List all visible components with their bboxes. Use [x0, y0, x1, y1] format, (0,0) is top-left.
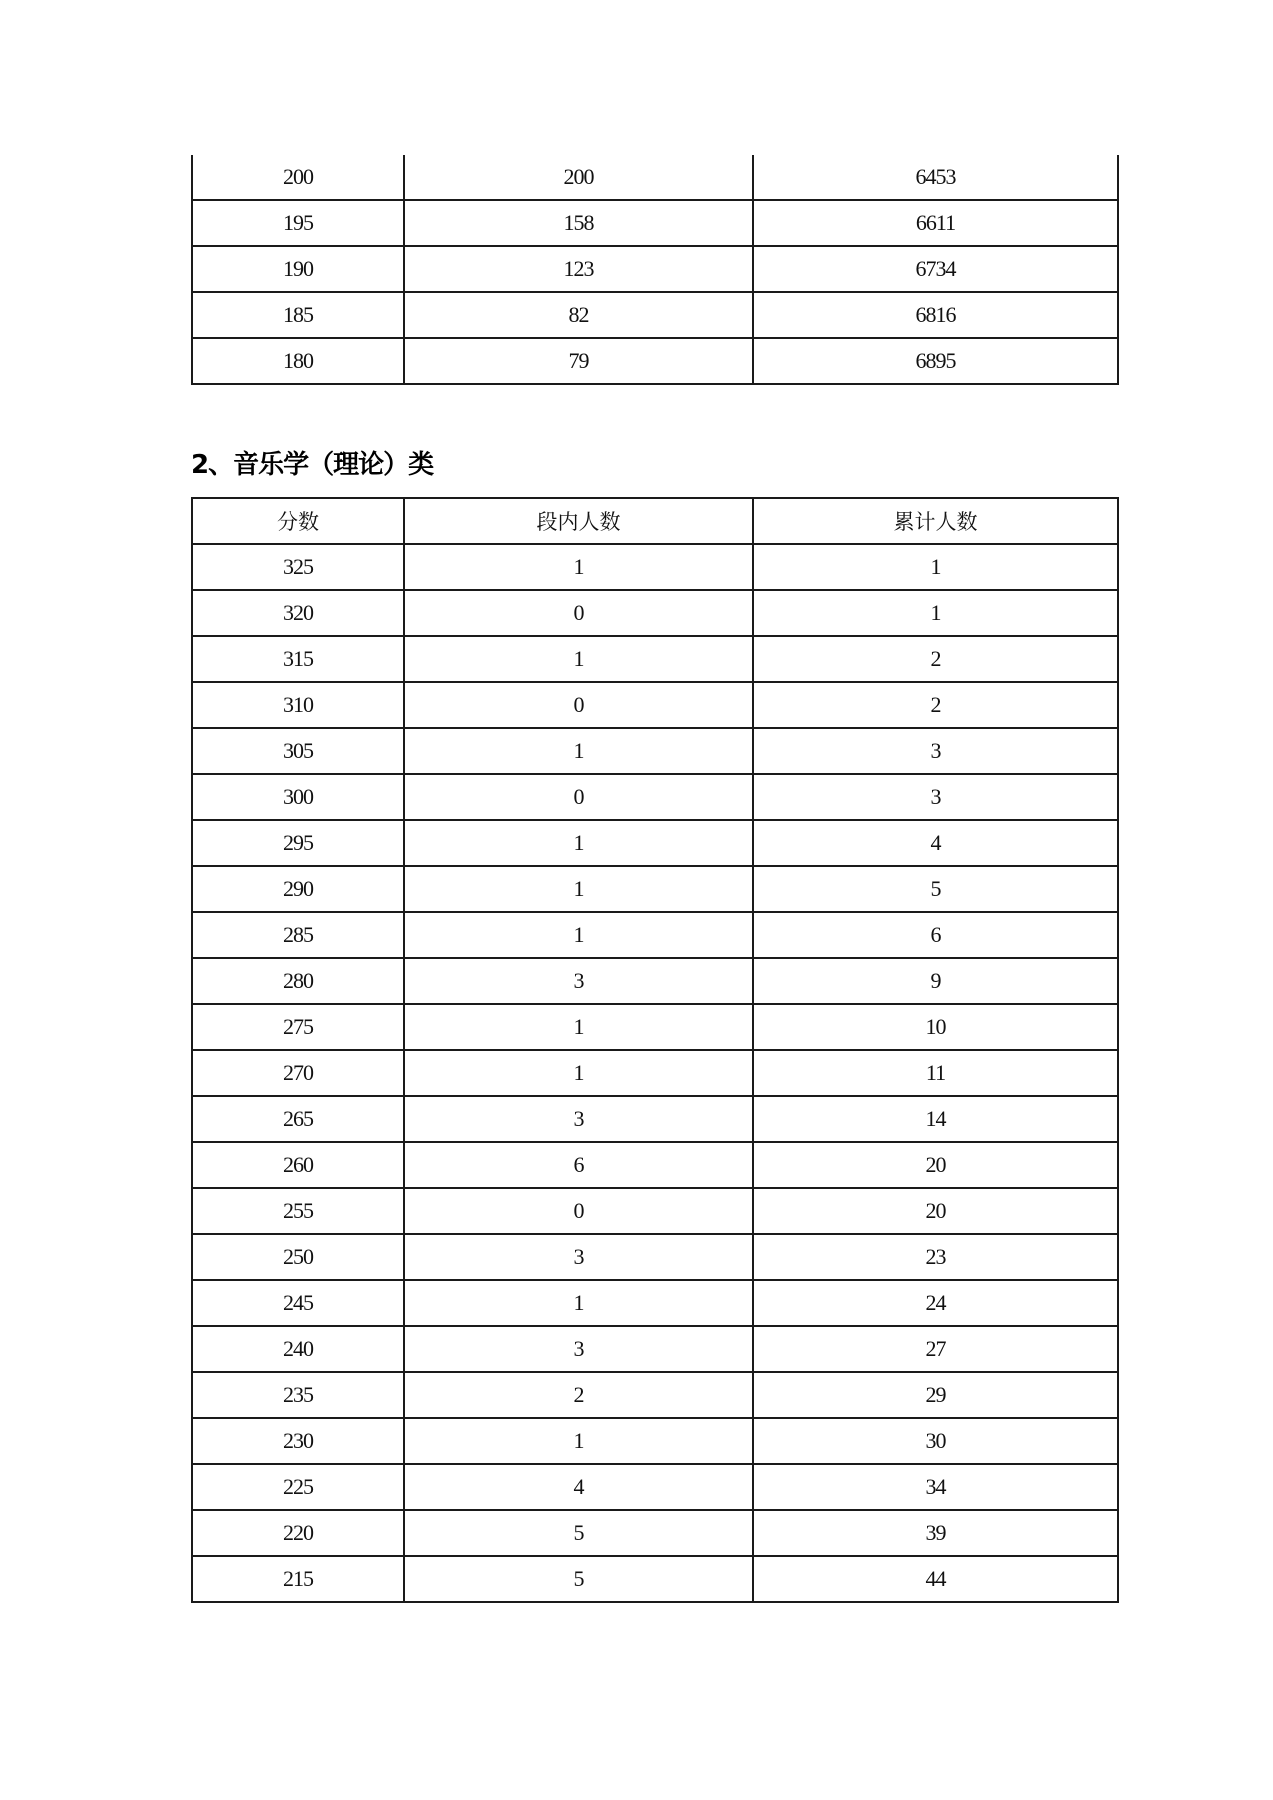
- table-row: [192, 155, 1118, 200]
- cell-score: 185: [192, 292, 404, 338]
- cell-cumulative-count: 2: [753, 682, 1118, 728]
- continued-table-body: [192, 155, 1118, 384]
- table-row: [192, 1464, 1118, 1510]
- cell-cumulative-count: 20: [753, 1188, 1118, 1234]
- table-row: [192, 958, 1118, 1004]
- table-row: [192, 774, 1118, 820]
- cell-segment-count: 1: [404, 820, 753, 866]
- cell-cumulative-count: 4: [753, 820, 1118, 866]
- cell-segment-count: 3: [404, 1234, 753, 1280]
- table-row: [192, 912, 1118, 958]
- music-theory-table-body: [192, 544, 1118, 1602]
- cell-cumulative-count: 39: [753, 1510, 1118, 1556]
- cell-score: 325: [192, 544, 404, 590]
- cell-score: 245: [192, 1280, 404, 1326]
- cell-score: 220: [192, 1510, 404, 1556]
- table-row: [192, 338, 1118, 384]
- cell-score: 275: [192, 1004, 404, 1050]
- table-row: [192, 544, 1118, 590]
- table-row: [192, 1510, 1118, 1556]
- cell-cumulative-count: 6816: [753, 292, 1118, 338]
- cell-score: 225: [192, 1464, 404, 1510]
- cell-cumulative-count: 3: [753, 728, 1118, 774]
- cell-score: 180: [192, 338, 404, 384]
- cell-cumulative-count: 6611: [753, 200, 1118, 246]
- cell-segment-count: 4: [404, 1464, 753, 1510]
- cell-segment-count: 1: [404, 866, 753, 912]
- cell-cumulative-count: 1: [753, 590, 1118, 636]
- table-row: [192, 1326, 1118, 1372]
- cell-cumulative-count: 6895: [753, 338, 1118, 384]
- table-row: [192, 1280, 1118, 1326]
- table-row: [192, 1096, 1118, 1142]
- cell-score: 270: [192, 1050, 404, 1096]
- cell-segment-count: 200: [404, 155, 753, 200]
- cell-score: 260: [192, 1142, 404, 1188]
- table-row: [192, 1418, 1118, 1464]
- cell-segment-count: 1: [404, 636, 753, 682]
- cell-cumulative-count: 3: [753, 774, 1118, 820]
- cell-cumulative-count: 34: [753, 1464, 1118, 1510]
- table-row: [192, 246, 1118, 292]
- cell-segment-count: 0: [404, 774, 753, 820]
- cell-segment-count: 1: [404, 912, 753, 958]
- continued-score-table: [191, 155, 1119, 385]
- cell-score: 300: [192, 774, 404, 820]
- cell-segment-count: 82: [404, 292, 753, 338]
- cell-cumulative-count: 2: [753, 636, 1118, 682]
- cell-score: 240: [192, 1326, 404, 1372]
- cell-cumulative-count: 24: [753, 1280, 1118, 1326]
- cell-score: 190: [192, 246, 404, 292]
- cell-segment-count: 6: [404, 1142, 753, 1188]
- cell-score: 265: [192, 1096, 404, 1142]
- cell-segment-count: 123: [404, 246, 753, 292]
- cell-score: 290: [192, 866, 404, 912]
- cell-score: 255: [192, 1188, 404, 1234]
- cell-cumulative-count: 20: [753, 1142, 1118, 1188]
- cell-score: 305: [192, 728, 404, 774]
- cell-score: 285: [192, 912, 404, 958]
- table-row: [192, 866, 1118, 912]
- table-row: [192, 1234, 1118, 1280]
- cell-score: 320: [192, 590, 404, 636]
- cell-score: 200: [192, 155, 404, 200]
- table-row: [192, 682, 1118, 728]
- cell-score: 215: [192, 1556, 404, 1602]
- cell-segment-count: 1: [404, 1004, 753, 1050]
- cell-segment-count: 3: [404, 958, 753, 1004]
- table-row: [192, 636, 1118, 682]
- table-row: [192, 1372, 1118, 1418]
- cell-cumulative-count: 11: [753, 1050, 1118, 1096]
- cell-segment-count: 3: [404, 1326, 753, 1372]
- table-row: [192, 1188, 1118, 1234]
- cell-cumulative-count: 6453: [753, 155, 1118, 200]
- cell-score: 295: [192, 820, 404, 866]
- table-row: [192, 292, 1118, 338]
- column-header-score: 分数: [192, 498, 404, 544]
- cell-cumulative-count: 10: [753, 1004, 1118, 1050]
- cell-segment-count: 2: [404, 1372, 753, 1418]
- table-row: [192, 820, 1118, 866]
- cell-segment-count: 1: [404, 1418, 753, 1464]
- music-theory-score-table: [191, 497, 1119, 1603]
- cell-cumulative-count: 30: [753, 1418, 1118, 1464]
- cell-cumulative-count: 29: [753, 1372, 1118, 1418]
- cell-score: 230: [192, 1418, 404, 1464]
- cell-cumulative-count: 27: [753, 1326, 1118, 1372]
- cell-score: 280: [192, 958, 404, 1004]
- cell-score: 195: [192, 200, 404, 246]
- section-heading: 2、音乐学（理论）类: [191, 450, 434, 480]
- cell-cumulative-count: 14: [753, 1096, 1118, 1142]
- cell-segment-count: 1: [404, 1280, 753, 1326]
- cell-score: 250: [192, 1234, 404, 1280]
- cell-cumulative-count: 23: [753, 1234, 1118, 1280]
- cell-score: 315: [192, 636, 404, 682]
- cell-segment-count: 3: [404, 1096, 753, 1142]
- cell-segment-count: 0: [404, 1188, 753, 1234]
- cell-cumulative-count: 9: [753, 958, 1118, 1004]
- cell-segment-count: 158: [404, 200, 753, 246]
- table-row: [192, 590, 1118, 636]
- table-row: [192, 1050, 1118, 1096]
- cell-cumulative-count: 1: [753, 544, 1118, 590]
- cell-segment-count: 1: [404, 544, 753, 590]
- cell-segment-count: 5: [404, 1510, 753, 1556]
- cell-cumulative-count: 6734: [753, 246, 1118, 292]
- cell-segment-count: 5: [404, 1556, 753, 1602]
- cell-score: 310: [192, 682, 404, 728]
- cell-segment-count: 1: [404, 1050, 753, 1096]
- table-header-row: [192, 498, 1118, 544]
- table-row: [192, 1142, 1118, 1188]
- cell-score: 235: [192, 1372, 404, 1418]
- cell-segment-count: 1: [404, 728, 753, 774]
- column-header-cumulative-count: 累计人数: [753, 498, 1118, 544]
- table-row: [192, 1004, 1118, 1050]
- column-header-segment-count: 段内人数: [404, 498, 753, 544]
- cell-segment-count: 79: [404, 338, 753, 384]
- cell-segment-count: 0: [404, 682, 753, 728]
- cell-cumulative-count: 5: [753, 866, 1118, 912]
- table-row: [192, 200, 1118, 246]
- cell-segment-count: 0: [404, 590, 753, 636]
- table-row: [192, 1556, 1118, 1602]
- table-row: [192, 728, 1118, 774]
- cell-cumulative-count: 44: [753, 1556, 1118, 1602]
- cell-cumulative-count: 6: [753, 912, 1118, 958]
